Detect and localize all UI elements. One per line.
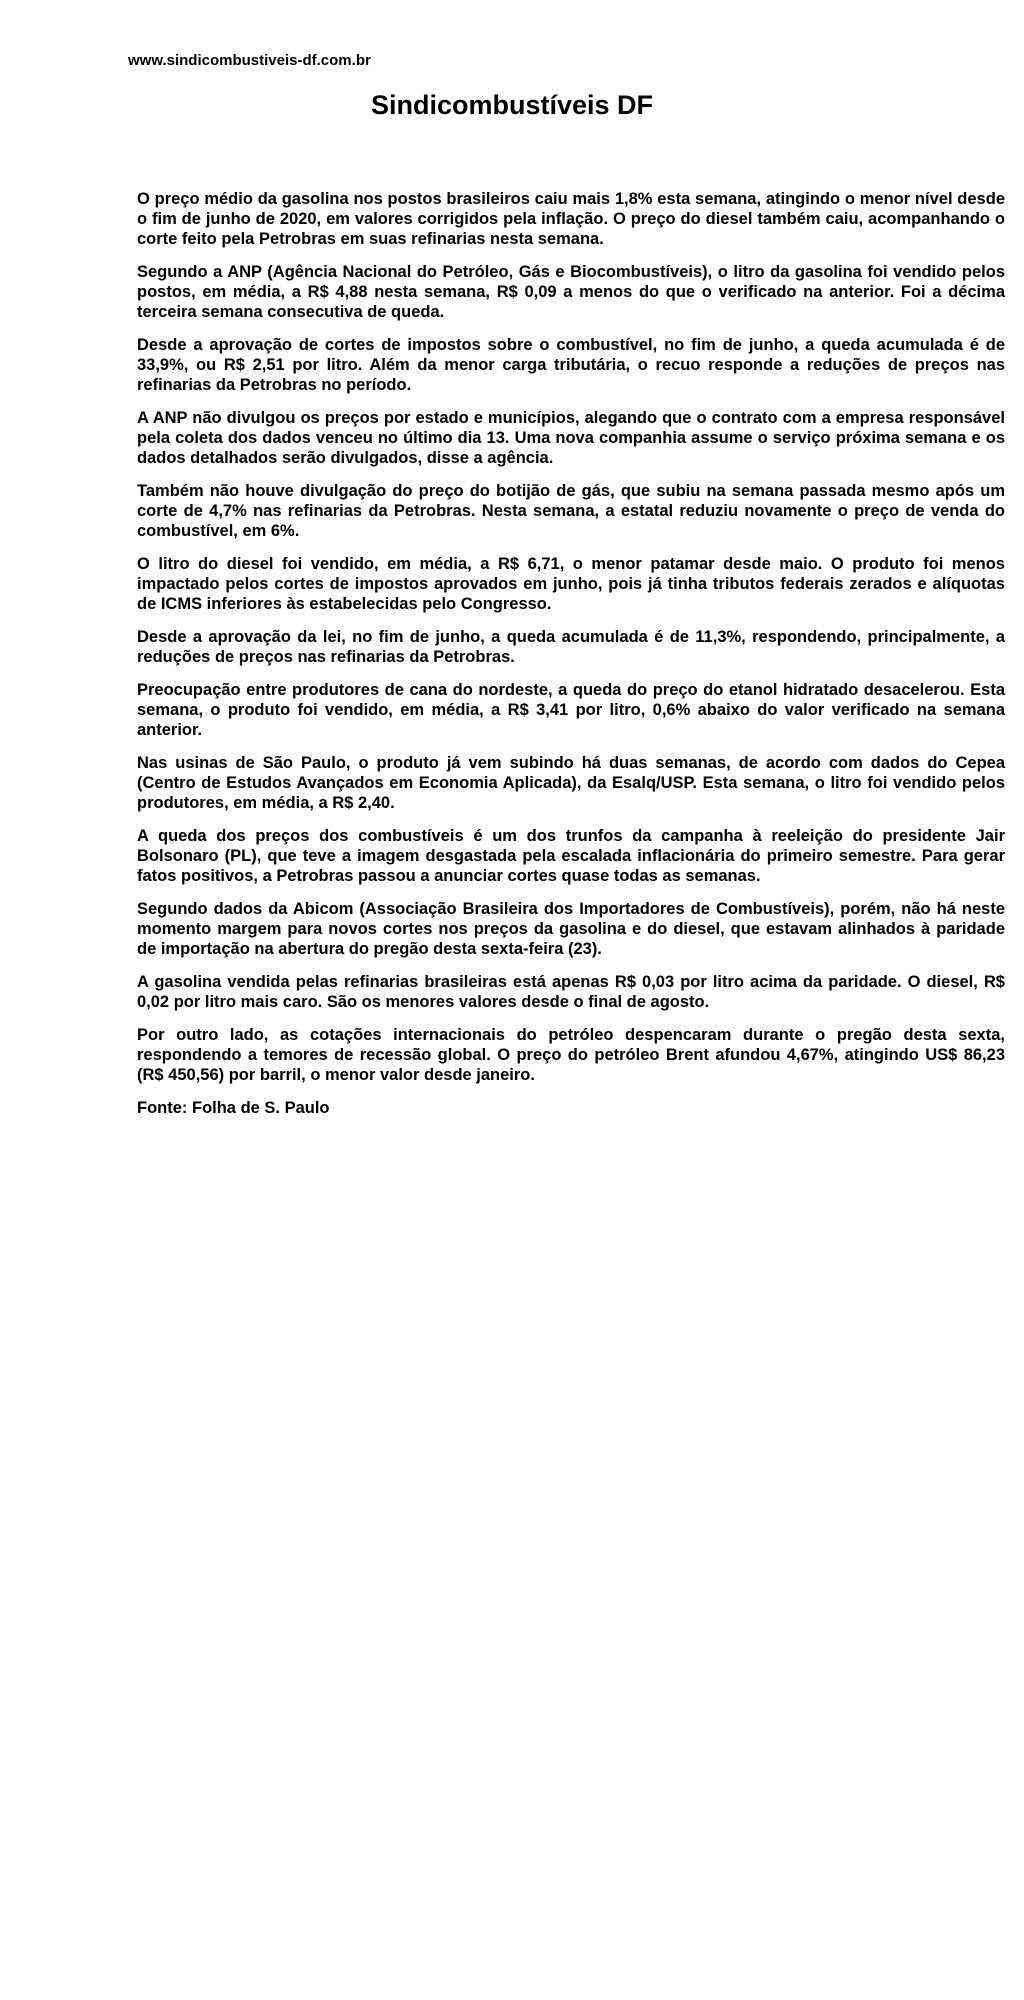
site-url: www.sindicombustiveis-df.com.br: [128, 52, 371, 69]
paragraph-11: Segundo dados da Abicom (Associação Brasileira dos Importadores de Combustíveis), porém, não há neste momento margem para novos cortes nos preços da gasolina e do diesel, que estavam alinhados à paridade de importação na abertura do pregão desta sexta-feira (23).: [137, 900, 1005, 958]
page-title: Sindicombustíveis DF: [370, 90, 654, 120]
paragraph-8: Preocupação entre produtores de cana do nordeste, a queda do preço do etanol hidratado desacelerou. Esta semana, o produto foi vendido, em média, a R$ 3,41 por litro, 0,6% abaixo do valor verificado na semana anterior.: [137, 681, 1005, 739]
source-line: Fonte: Folha de S. Paulo: [137, 1099, 330, 1117]
paragraph-2: Segundo a ANP (Agência Nacional do Petróleo, Gás e Biocombustíveis), o litro da gasolina foi vendido pelos postos, em média, a R$ 4,88 nesta semana, R$ 0,09 a menos do que o verificado na anterior. Foi a décima terceira semana consecutiva de queda.: [137, 263, 1005, 321]
paragraph-13: Por outro lado, as cotações internacionais do petróleo despencaram durante o pregão desta sexta, respondendo a temores de recessão global. O preço do petróleo Brent afundou 4,67%, atingindo US$ 86,23 (R$ 450,56) por barril, o menor valor desde janeiro.: [137, 1026, 1005, 1084]
paragraph-1: O preço médio da gasolina nos postos brasileiros caiu mais 1,8% esta semana, atingindo o menor nível desde o fim de junho de 2020, em valores corrigidos pela inflação. O preço do diesel também caiu, acompanhando o corte feito pela Petrobras em suas refinarias nesta semana.: [137, 190, 1005, 248]
paragraph-5: Também não houve divulgação do preço do botijão de gás, que subiu na semana passada mesmo após um corte de 4,7% nas refinarias da Petrobras. Nesta semana, a estatal reduziu novamente o preço de venda do combustível, em 6%.: [137, 482, 1005, 540]
paragraph-12: A gasolina vendida pelas refinarias brasileiras está apenas R$ 0,03 por litro acima da paridade. O diesel, R$ 0,02 por litro mais caro. São os menores valores desde o final de agosto.: [137, 973, 1005, 1011]
paragraph-6: O litro do diesel foi vendido, em média, a R$ 6,71, o menor patamar desde maio. O produto foi menos impactado pelos cortes de impostos aprovados em junho, pois já tinha tributos federais zerados e alíquotas de ICMS inferiores às estabelecidas pelo Congresso.: [137, 555, 1005, 613]
paragraph-3: Desde a aprovação de cortes de impostos sobre o combustível, no fim de junho, a queda acumulada é de 33,9%, ou R$ 2,51 por litro. Além da menor carga tributária, o recuo responde a reduções de preços nas refinarias da Petrobras no período.: [137, 336, 1005, 394]
paragraph-10: A queda dos preços dos combustíveis é um dos trunfos da campanha à reeleição do presidente Jair Bolsonaro (PL), que teve a imagem desgastada pela escalada inflacionária do primeiro semestre. Para gerar fatos positivos, a Petrobras passou a anunciar cortes quase todas as semanas.: [137, 827, 1005, 885]
paragraph-4: A ANP não divulgou os preços por estado e municípios, alegando que o contrato com a empresa responsável pela coleta dos dados venceu no último dia 13. Uma nova companhia assume o serviço próxima semana e os dados detalhados serão divulgados, disse a agência.: [137, 409, 1005, 467]
paragraph-9: Nas usinas de São Paulo, o produto já vem subindo há duas semanas, de acordo com dados do Cepea (Centro de Estudos Avançados em Economia Aplicada), da Esalq/USP. Esta semana, o litro foi vendido pelos produtores, em média, a R$ 2,40.: [137, 754, 1005, 812]
article-body: [137, 189, 1005, 1118]
paragraph-7: Desde a aprovação da lei, no fim de junho, a queda acumulada é de 11,3%, respondendo, principalmente, a reduções de preços nas refinarias da Petrobras.: [137, 628, 1005, 666]
